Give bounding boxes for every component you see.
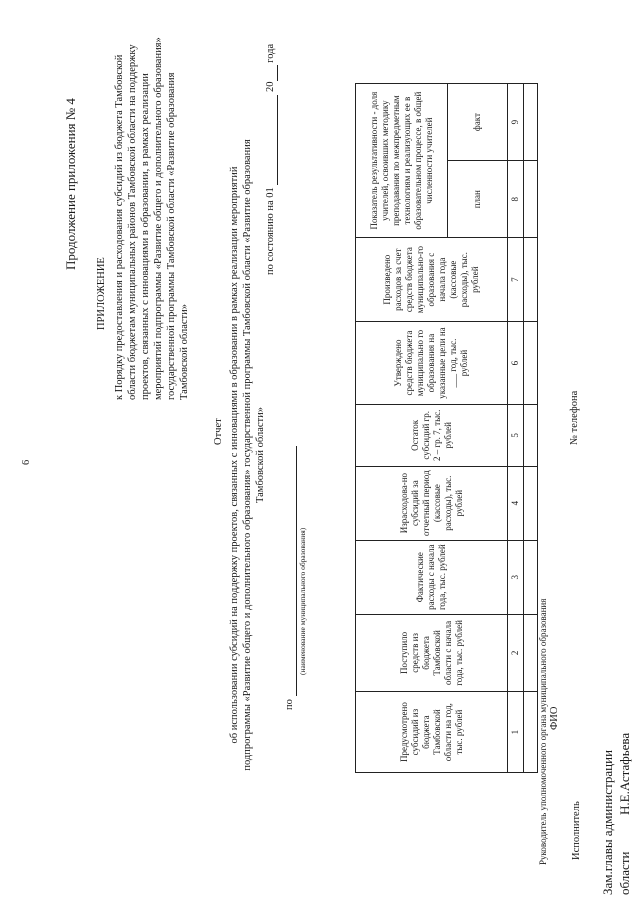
executor-label: Исполнитель	[571, 801, 582, 860]
header-cell: Произведено расходов за счет средств бюджета муниципально-го образования с начала года (кассовые расходы), тыс. рублей	[356, 238, 508, 322]
empty-cell	[524, 540, 538, 614]
po-label: по	[284, 699, 295, 710]
state-date-line	[264, 44, 278, 275]
empty-cell	[524, 405, 538, 466]
empty-cell	[524, 614, 538, 692]
appendix-line: проектов, связанных с инновациями в образовании, в рамках реализации	[140, 73, 151, 400]
header-cell: Остаток субсидий гр. 2 – гр. 7, тыс. рублей	[356, 405, 508, 466]
report-line: об использовании субсидий на поддержку проектов, связанных с инновациями в образовании в рамках реализации мероприятий	[229, 166, 240, 744]
year-blank	[264, 65, 278, 81]
report-line: подпрограммы «Развитие общего и дополнительного образования» государственной программы Тамбовской области «Развитие образования	[242, 139, 253, 771]
signature-title-region: области	[617, 851, 632, 895]
state-year: 20	[265, 81, 276, 92]
report-line: Тамбовской области»	[255, 406, 266, 504]
date-blank	[264, 95, 278, 185]
number-cell: 8	[508, 161, 524, 238]
appendix-line: государственной программы Тамбовской области «Развитие образования	[166, 72, 177, 400]
header-cell: Фактические расходы с начала года, тыс. рублей	[356, 540, 508, 614]
continuation-heading: Продолжение приложения № 4	[63, 98, 78, 270]
appendix-title: ПРИЛОЖЕНИЕ	[96, 257, 107, 330]
appendix-line: к Порядку предоставления и расходования субсидий из бюджета Тамбовской	[114, 54, 125, 400]
appendix-text	[113, 5, 191, 400]
po-sublabel: (наименование муниципального образования)	[298, 527, 307, 675]
signature-title: Зам.главы администрации	[600, 749, 615, 895]
number-cell: 5	[508, 405, 524, 466]
subheader-cell: план	[448, 161, 508, 238]
report-table	[355, 83, 538, 773]
empty-cell	[524, 692, 538, 773]
header-cell: Утверждено средств бюджета муниципально го образования на указанные цели на ___ год, тыс. рублей	[356, 322, 508, 405]
subheader-cell: факт	[448, 84, 508, 161]
po-line	[283, 447, 297, 711]
state-suffix: года	[265, 43, 276, 63]
appendix-line: мероприятий подпрограммы «Развитие общего и дополнительного образования»	[153, 37, 164, 400]
header-cell: Поступило средств из бюджета Тамбовской области с начала года, тыс. рублей	[356, 614, 508, 692]
number-cell: 4	[508, 466, 524, 540]
signature-name: Н.Е.Астафьева	[617, 732, 632, 815]
empty-cell	[524, 466, 538, 540]
appendix-line: Тамбовской области»	[179, 303, 190, 400]
empty-cell	[524, 84, 538, 161]
state-prefix: по состоянию на 01	[265, 187, 276, 275]
empty-cell	[524, 238, 538, 322]
number-cell: 7	[508, 238, 524, 322]
appendix-line: области бюджетам муниципальных районов Тамбовской области на поддержку	[127, 44, 138, 400]
report-title	[228, 5, 267, 905]
municipality-blank	[283, 447, 297, 697]
empty-cell	[524, 322, 538, 405]
phone-label: № телефона	[569, 390, 580, 445]
header-cell: Израсходова-но субсидий за отчетный период (кассовые расходы), тыс. рублей	[356, 466, 508, 540]
header-cell: Показатель результативности - доля учителей, освоивших методику преподавания по межпредметным технологиям и реализующих ее в образовательном процессе, в общей численности учителей	[356, 84, 448, 238]
empty-cell	[524, 161, 538, 238]
page-number: 6	[21, 459, 32, 465]
number-cell: 2	[508, 614, 524, 692]
fio-label: ФИО	[549, 706, 560, 730]
number-cell: 9	[508, 84, 524, 161]
number-cell: 6	[508, 322, 524, 405]
number-cell: 1	[508, 692, 524, 773]
header-cell: Предусмотрено субсидий из бюджета Тамбовской области на год, тыс. рублей	[356, 692, 508, 773]
number-cell: 3	[508, 540, 524, 614]
report-heading: Отчет	[213, 418, 224, 445]
head-line: Руководитель уполномоченного органа муниципального образования	[538, 598, 548, 865]
